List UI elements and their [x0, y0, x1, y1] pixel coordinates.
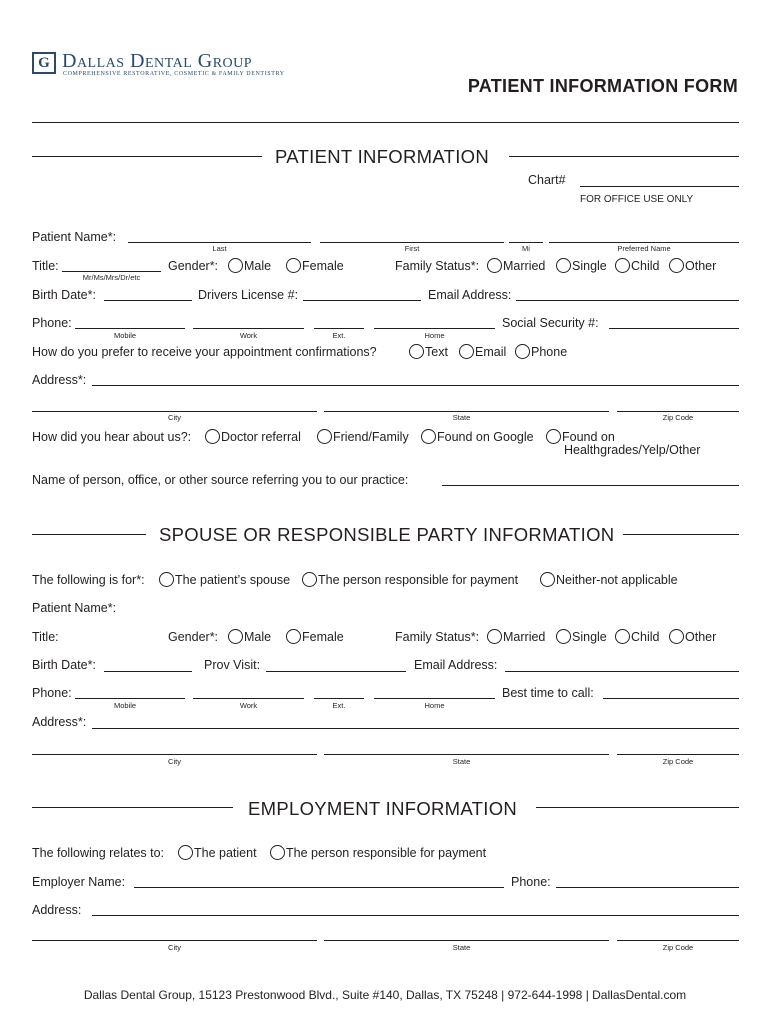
- title-label: Title:: [32, 259, 59, 273]
- confirmation-label: How do you prefer to receive your appointment confirmations?: [32, 345, 377, 359]
- address-field[interactable]: [92, 385, 739, 386]
- preferred-sublabel: Preferred Name: [617, 244, 671, 253]
- birth-date-field[interactable]: [104, 300, 192, 301]
- radio-icon[interactable]: [556, 629, 571, 644]
- family-status-label: Family Status*:: [395, 259, 480, 273]
- family-single-option[interactable]: Single: [556, 258, 607, 274]
- zip-sublabel: Zip Code: [662, 943, 694, 952]
- employer-phone-field[interactable]: [556, 887, 739, 888]
- family-child-option[interactable]: Child: [615, 258, 660, 274]
- birth-date-label: Birth Date*:: [32, 288, 96, 302]
- employer-state-field[interactable]: [324, 940, 609, 941]
- drivers-license-field[interactable]: [303, 300, 421, 301]
- radio-icon[interactable]: [487, 258, 502, 273]
- relates-responsible-option[interactable]: The person responsible for payment: [270, 845, 486, 861]
- radio-icon[interactable]: [286, 258, 301, 273]
- spouse-other-option[interactable]: Other: [669, 629, 716, 645]
- spouse-address-label: Address*:: [32, 715, 87, 729]
- radio-icon[interactable]: [540, 572, 555, 587]
- mobile-sublabel: Mobile: [113, 331, 137, 340]
- mobile-sublabel: Mobile: [113, 701, 137, 710]
- footer-contact: Dallas Dental Group, 15123 Prestonwood Blvd., Suite #140, Dallas, TX 75248 | 972-644-1998 | DallasDental.com: [83, 988, 687, 1002]
- chart-label: Chart#: [528, 173, 566, 187]
- prov-visit-field[interactable]: [266, 671, 406, 672]
- office-use-note: FOR OFFICE USE ONLY: [580, 194, 694, 205]
- phone-ext-field[interactable]: [314, 328, 364, 329]
- following-for-label: The following is for*:: [32, 573, 145, 587]
- hear-about-label: How did you hear about us?:: [32, 430, 192, 444]
- email-field[interactable]: [516, 300, 739, 301]
- ext-sublabel: Ext.: [332, 331, 346, 340]
- radio-icon[interactable]: [669, 629, 684, 644]
- gender-label: Gender*:: [168, 259, 219, 273]
- radio-icon[interactable]: [159, 572, 174, 587]
- gender-female-option[interactable]: Female: [286, 258, 344, 274]
- radio-icon[interactable]: [409, 344, 424, 359]
- city-sublabel: City: [168, 413, 181, 422]
- radio-icon[interactable]: [317, 429, 332, 444]
- employer-name-label: Employer Name:: [32, 875, 126, 889]
- last-sublabel: Last: [212, 244, 227, 253]
- spouse-gender-female-option[interactable]: Female: [286, 629, 344, 645]
- spouse-child-option[interactable]: Child: [615, 629, 660, 645]
- employer-address-field[interactable]: [92, 915, 739, 916]
- employer-phone-label: Phone:: [511, 875, 551, 889]
- spouse-phone-mobile-field[interactable]: [75, 698, 185, 699]
- section-title-spouse: SPOUSE OR RESPONSIBLE PARTY INFORMATION: [159, 524, 615, 545]
- address-label: Address*:: [32, 373, 87, 387]
- first-sublabel: First: [404, 244, 420, 253]
- spouse-single-option[interactable]: Single: [556, 629, 607, 645]
- work-sublabel: Work: [239, 701, 258, 710]
- employer-zip-field[interactable]: [617, 940, 739, 941]
- spouse-title-label: Title:: [32, 630, 59, 644]
- home-sublabel: Home: [424, 331, 445, 340]
- confirm-phone-option[interactable]: Phone: [515, 344, 567, 360]
- spouse-name-label: Patient Name*:: [32, 601, 117, 615]
- section-rule-left: [32, 534, 146, 535]
- referral-label: Name of person, office, or other source referring you to our practice:: [32, 473, 409, 487]
- radio-icon[interactable]: [228, 629, 243, 644]
- prov-visit-label: Prov Visit:: [204, 658, 261, 672]
- spouse-married-option[interactable]: Married: [487, 629, 545, 645]
- section-rule-right: [623, 534, 739, 535]
- title-field[interactable]: [62, 271, 161, 272]
- spouse-phone-work-field[interactable]: [193, 698, 304, 699]
- city-sublabel: City: [168, 757, 181, 766]
- family-other-option[interactable]: Other: [669, 258, 716, 274]
- first-name-field[interactable]: [320, 242, 504, 243]
- header-divider: [32, 122, 739, 123]
- best-time-field[interactable]: [603, 698, 739, 699]
- hear-google-option[interactable]: Found on Google: [421, 429, 534, 445]
- form-title: PATIENT INFORMATION FORM: [467, 76, 738, 96]
- title-sublabel: Mr/Ms/Mrs/Dr/etc: [82, 273, 141, 282]
- spouse-email-label: Email Address:: [414, 658, 498, 672]
- for-neither-option[interactable]: Neither-not applicable: [540, 572, 678, 588]
- section-title-patient: PATIENT INFORMATION: [275, 146, 489, 167]
- employer-name-field[interactable]: [134, 887, 504, 888]
- family-married-option[interactable]: Married: [487, 258, 545, 274]
- referral-field[interactable]: [442, 485, 739, 486]
- section-rule-right: [509, 156, 739, 157]
- state-sublabel: State: [452, 413, 471, 422]
- email-label: Email Address:: [428, 288, 512, 302]
- spouse-zip-field[interactable]: [617, 754, 739, 755]
- relates-to-label: The following relates to:: [32, 846, 165, 860]
- section-title-employment: EMPLOYMENT INFORMATION: [248, 798, 518, 819]
- preferred-name-field[interactable]: [549, 242, 739, 243]
- section-rule-right: [536, 807, 739, 808]
- radio-icon[interactable]: [546, 429, 561, 444]
- best-time-label: Best time to call:: [502, 686, 594, 700]
- section-rule-left: [32, 156, 262, 157]
- state-sublabel: State: [452, 943, 471, 952]
- city-field[interactable]: [32, 411, 317, 412]
- zip-field[interactable]: [617, 411, 739, 412]
- phone-work-field[interactable]: [193, 328, 304, 329]
- section-rule-left: [32, 807, 233, 808]
- ssn-label: Social Security #:: [502, 316, 599, 330]
- brand-tagline: COMPREHENSIVE RESTORATIVE, COSMETIC & FAMILY DENTISTRY: [63, 71, 285, 77]
- spouse-address-field[interactable]: [92, 728, 739, 729]
- radio-icon[interactable]: [615, 629, 630, 644]
- relates-patient-option[interactable]: The patient: [178, 845, 257, 861]
- spouse-phone-ext-field[interactable]: [314, 698, 364, 699]
- radio-icon[interactable]: [228, 258, 243, 273]
- radio-icon[interactable]: [515, 344, 530, 359]
- ssn-field[interactable]: [609, 328, 739, 329]
- confirm-email-option[interactable]: Email: [459, 344, 506, 360]
- work-sublabel: Work: [239, 331, 258, 340]
- middle-initial-field[interactable]: [509, 242, 543, 243]
- for-responsible-option[interactable]: The person responsible for payment: [302, 572, 518, 588]
- confirm-text-option[interactable]: Text: [409, 344, 448, 360]
- radio-icon[interactable]: [205, 429, 220, 444]
- spouse-phone-home-field[interactable]: [374, 698, 495, 699]
- hear-option-continuation: Healthgrades/Yelp/Other: [564, 443, 701, 457]
- spouse-gender-male-option[interactable]: Male: [228, 629, 271, 645]
- hear-healthgrades-option[interactable]: Found on: [546, 429, 615, 445]
- state-sublabel: State: [452, 757, 471, 766]
- radio-icon[interactable]: [302, 572, 317, 587]
- hear-friend-option[interactable]: Friend/Family: [317, 429, 409, 445]
- last-name-field[interactable]: [128, 242, 311, 243]
- employer-address-label: Address:: [32, 903, 82, 917]
- patient-name-label: Patient Name*:: [32, 230, 117, 244]
- radio-icon[interactable]: [286, 629, 301, 644]
- employer-city-field[interactable]: [32, 940, 317, 941]
- radio-icon[interactable]: [421, 429, 436, 444]
- zip-sublabel: Zip Code: [662, 757, 694, 766]
- for-spouse-option[interactable]: The patient’s spouse: [159, 572, 290, 588]
- phone-mobile-field[interactable]: [75, 328, 185, 329]
- home-sublabel: Home: [424, 701, 445, 710]
- spouse-family-label: Family Status*:: [395, 630, 480, 644]
- radio-icon[interactable]: [270, 845, 285, 860]
- chart-field[interactable]: [580, 186, 739, 187]
- radio-icon[interactable]: [669, 258, 684, 273]
- spouse-email-field[interactable]: [505, 671, 739, 672]
- spouse-birth-field[interactable]: [104, 671, 192, 672]
- mi-sublabel: Mi: [522, 244, 530, 253]
- spouse-city-field[interactable]: [32, 754, 317, 755]
- brand-name: Dallas Dental Group: [62, 50, 253, 72]
- spouse-state-field[interactable]: [324, 754, 609, 755]
- phone-label: Phone:: [32, 316, 72, 330]
- city-sublabel: City: [168, 943, 181, 952]
- radio-icon[interactable]: [556, 258, 571, 273]
- phone-home-field[interactable]: [374, 328, 495, 329]
- ext-sublabel: Ext.: [332, 701, 346, 710]
- spouse-birth-label: Birth Date*:: [32, 658, 96, 672]
- gender-male-option[interactable]: Male: [228, 258, 271, 274]
- zip-sublabel: Zip Code: [662, 413, 694, 422]
- radio-icon[interactable]: [178, 845, 193, 860]
- spouse-phone-label: Phone:: [32, 686, 72, 700]
- radio-icon[interactable]: [459, 344, 474, 359]
- drivers-license-label: Drivers License #:: [198, 288, 299, 302]
- radio-icon[interactable]: [487, 629, 502, 644]
- hear-doctor-option[interactable]: Doctor referral: [205, 429, 301, 445]
- state-field[interactable]: [324, 411, 609, 412]
- spouse-gender-label: Gender*:: [168, 630, 219, 644]
- radio-icon[interactable]: [615, 258, 630, 273]
- logo-mark-icon: G: [32, 52, 56, 74]
